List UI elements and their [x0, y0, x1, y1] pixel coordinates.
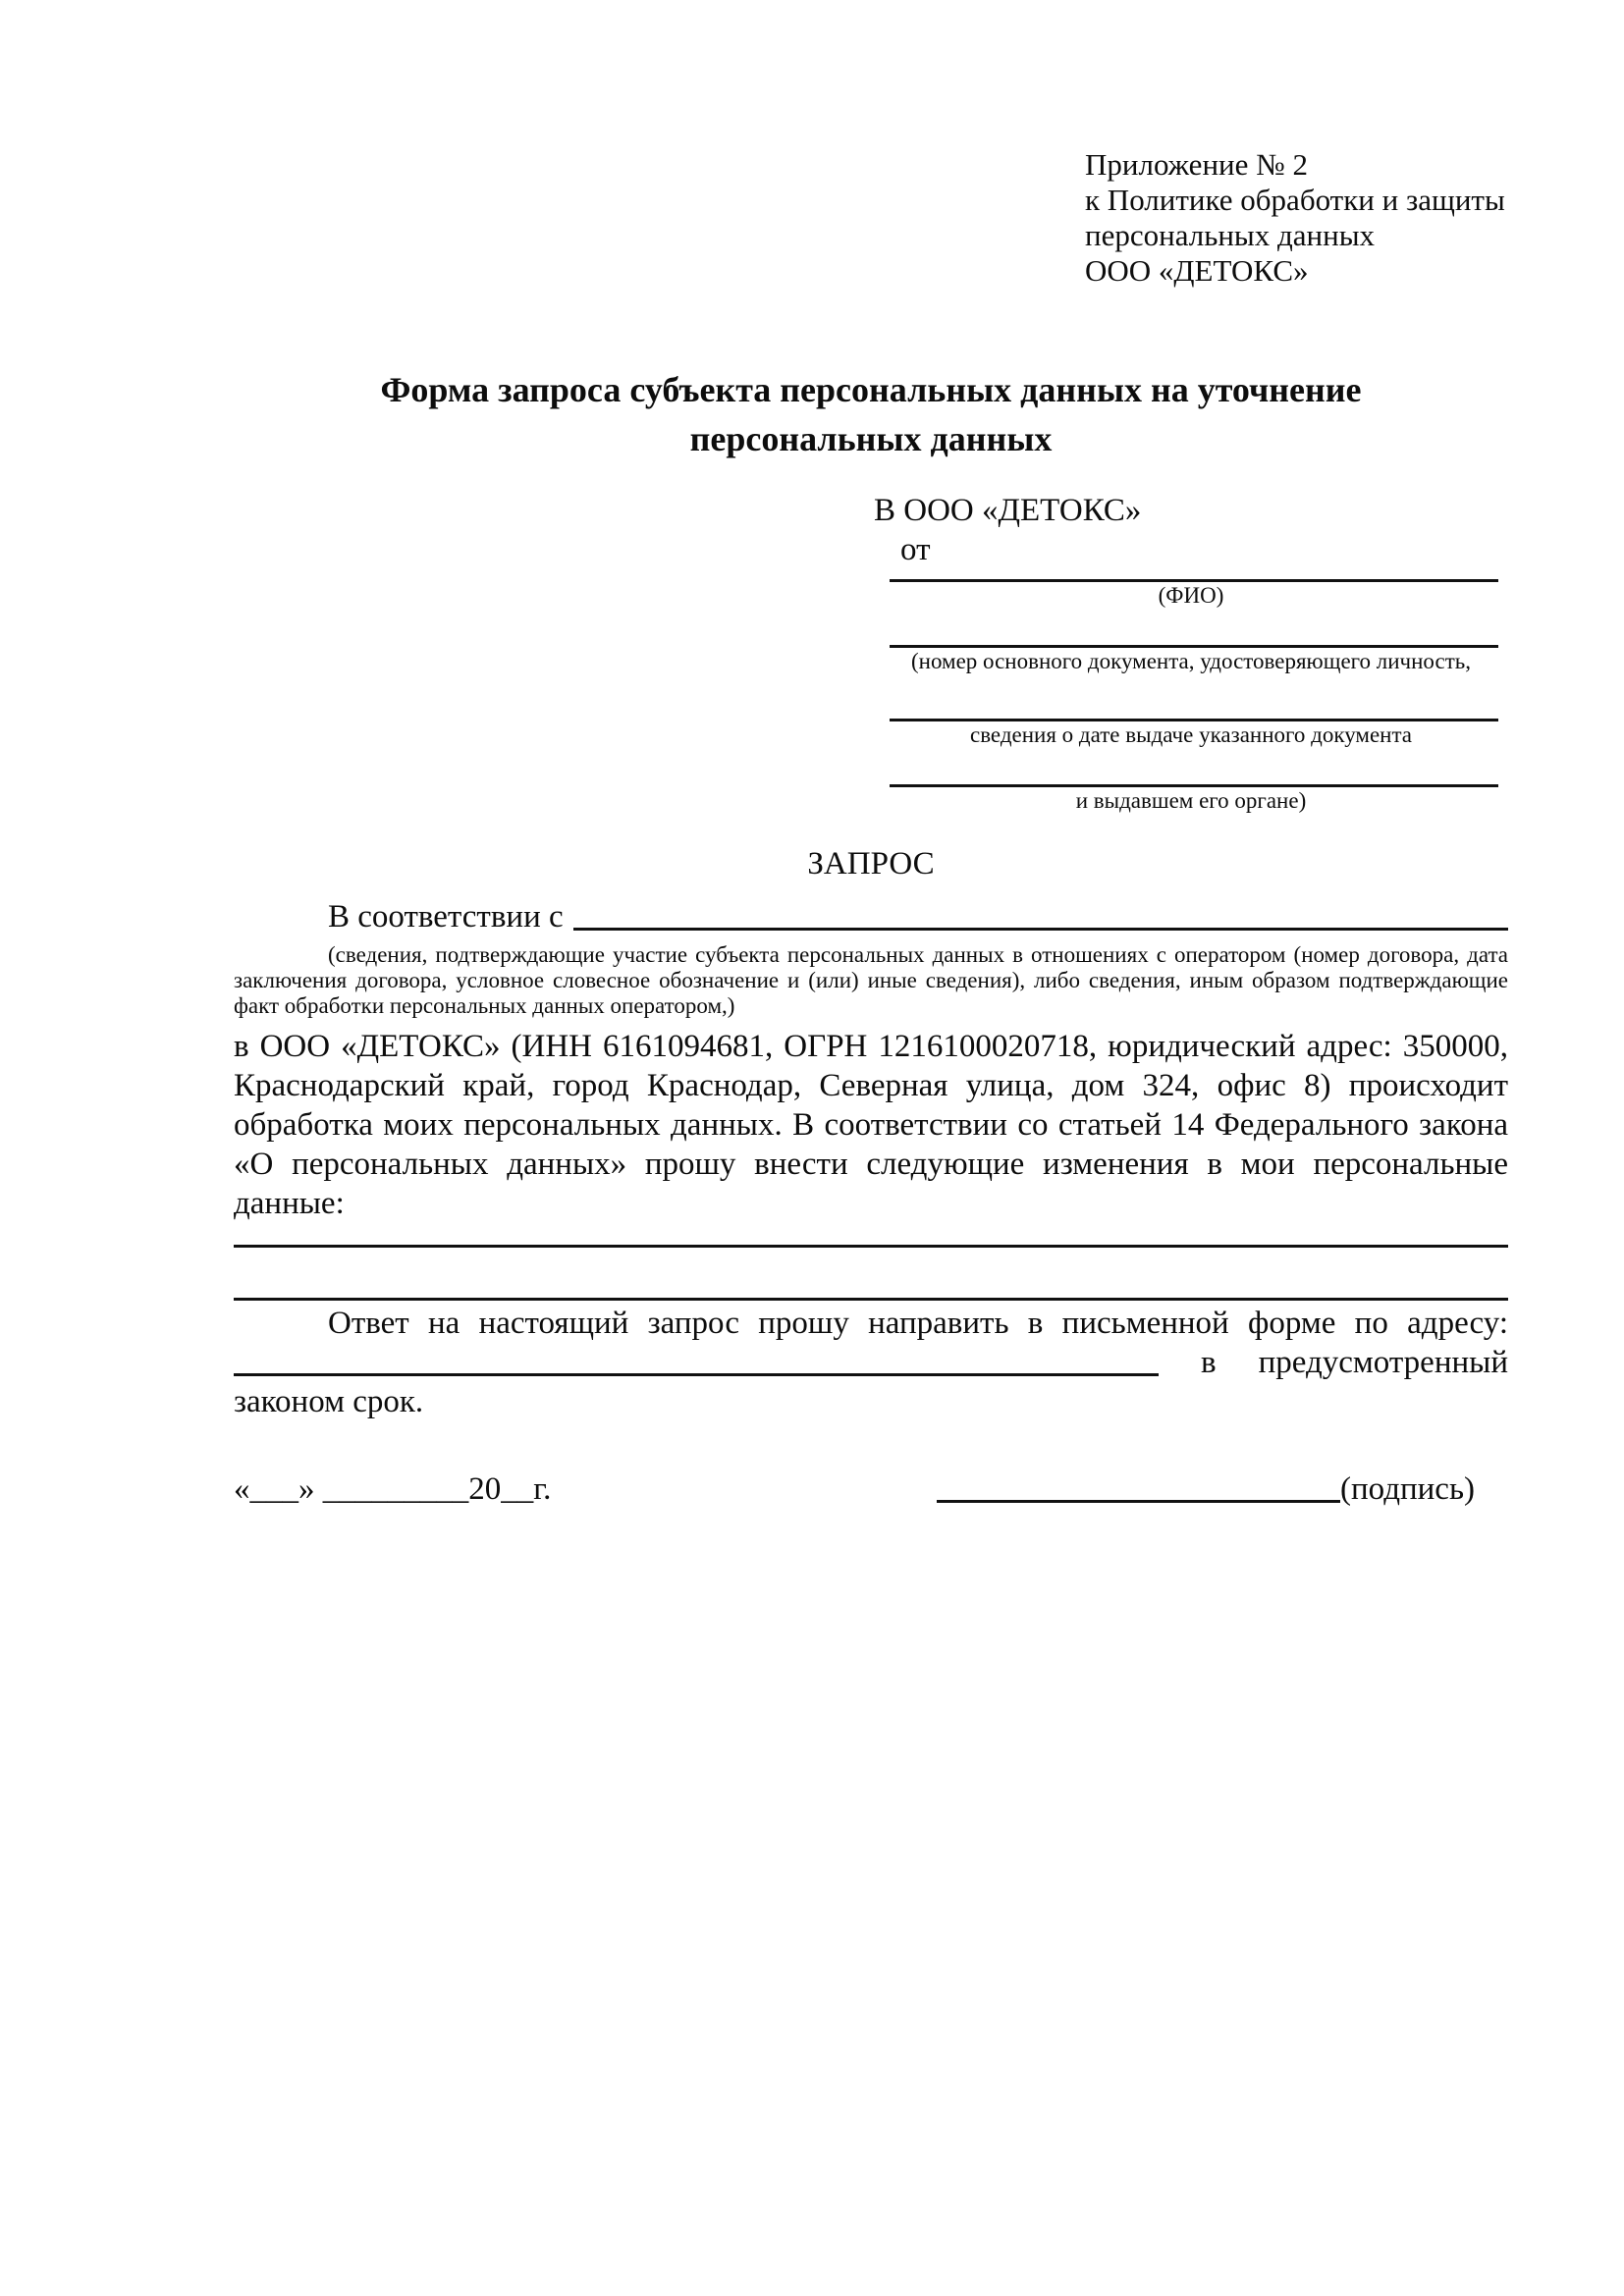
- intro-line: [234, 897, 1508, 936]
- issue-date-caption: сведения о дате выдаче указанного документа: [969, 722, 1413, 747]
- reply-paragraph-line-2: [234, 1343, 1508, 1382]
- reply-paragraph-line-1: Ответ на настоящий запрос прошу направить в письменной форме по адресу:: [328, 1306, 1508, 1341]
- field-issuing-authority: [874, 749, 1508, 815]
- field-fio: [874, 569, 1508, 610]
- date-blank-text: «___» _________20__г.: [234, 1471, 552, 1507]
- appendix-note-line-4: ООО «ДЕТОКС»: [1085, 253, 1309, 288]
- field-document-number: [874, 610, 1508, 675]
- reply-word-v: в: [1201, 1345, 1217, 1380]
- address-blank-line: [234, 1373, 1159, 1376]
- fio-caption: (ФИО): [1158, 583, 1224, 608]
- request-body: в ООО «ДЕТОКС» (ИНН 6161094681, ОГРН 1216100020718, юридический адрес: 350000, Краснодарский край, город Краснодар, Северная улица, дом 324, офис 8) происходит обработка моих персональных данных. В соответствии со статьей 14 Федерального закона «О персональных данных» прошу внести следующие изменения в мои персональные данные:: [234, 1029, 1508, 1221]
- signature-blank-line: [937, 1500, 1340, 1503]
- changes-blank-line-2: [234, 1248, 1508, 1301]
- reply-paragraph-line-3: законом срок.: [234, 1384, 424, 1419]
- date-signature-row: [234, 1469, 1508, 1509]
- issuing-authority-caption: и выдавшем его органе): [1075, 788, 1307, 813]
- intro-prefix: В соответствии с: [328, 899, 564, 934]
- intro-caption: (сведения, подтверждающие участие субъекта персональных данных в отношениях с оператором (номер договора, дата заключения договора, условное словесное обозначение и (или) иные сведения), либо сведения, иным образом подтверждающие факт обработки персональных данных оператором,): [234, 942, 1508, 1018]
- appendix-note-line-3: персональных данных: [1085, 218, 1376, 252]
- issue-date-blank-line: [890, 675, 1498, 721]
- changes-blank-line-1: [234, 1223, 1508, 1248]
- addressee-from-label: от: [900, 532, 931, 567]
- appendix-note: [1085, 147, 1508, 289]
- field-issue-date: [874, 675, 1508, 749]
- request-heading: ЗАПРОС: [807, 846, 935, 881]
- issuing-authority-blank-line: [890, 749, 1498, 787]
- document-title: Форма запроса субъекта персональных данных на уточнение персональных данных: [380, 370, 1362, 458]
- addressee-to: В ООО «ДЕТОКС»: [874, 493, 1142, 528]
- fio-blank-line: [890, 569, 1498, 582]
- intro-blank-line: [573, 897, 1508, 931]
- appendix-note-line-1: Приложение № 2: [1085, 147, 1308, 182]
- signature-group: [937, 1469, 1475, 1509]
- document-number-blank-line: [890, 610, 1498, 648]
- appendix-note-line-2: к Политике обработки и защиты: [1085, 183, 1505, 217]
- reply-word-predusmotrenny: предусмотренный: [1258, 1345, 1508, 1380]
- signature-caption: (подпись): [1340, 1471, 1475, 1507]
- document-number-caption: (номер основного документа, удостоверяющего личность,: [910, 649, 1471, 673]
- addressee-block: [874, 491, 1508, 815]
